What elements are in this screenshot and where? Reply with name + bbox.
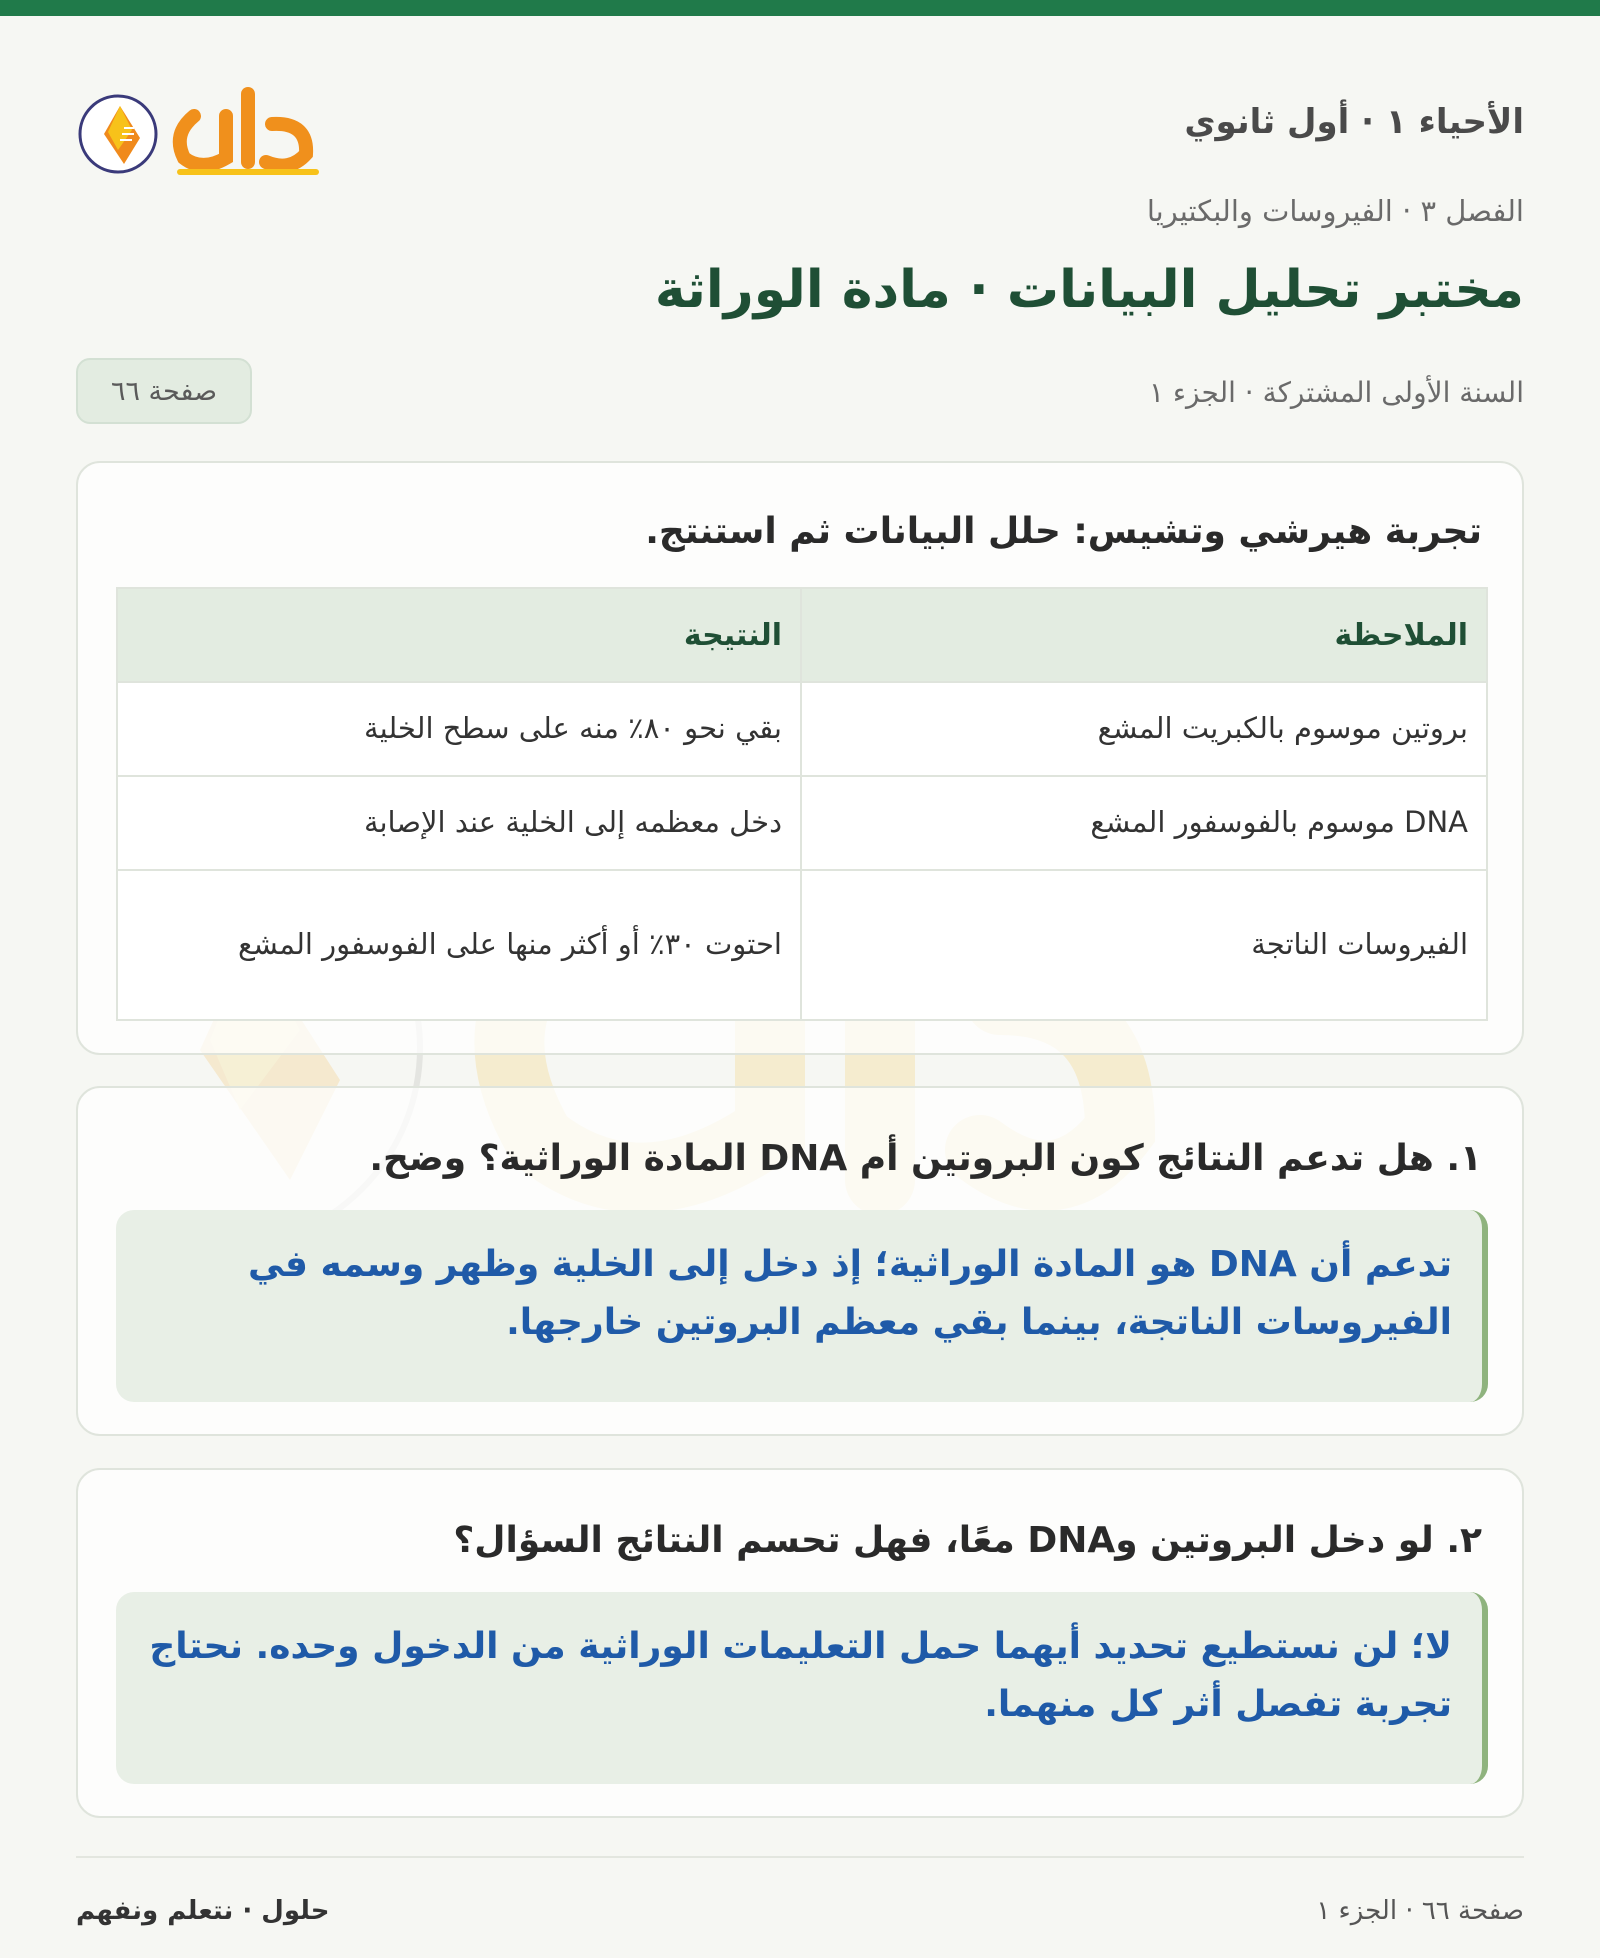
table-cell: احتوت ٣٠٪ أو أكثر منها على الفوسفور المشع [117,870,801,1020]
answer-box [116,1592,1488,1784]
column-header: النتيجة [117,588,801,682]
footer-page-info: صفحة ٦٦ · الجزء ١ [1316,1896,1524,1926]
footer-divider [76,1856,1524,1858]
hulul-logo[interactable] [76,76,336,186]
experiment-heading: تجربة هيرشي وتشيس: حلل البيانات ثم استنتج. [645,511,1482,552]
table-cell: الفيروسات الناتجة [801,870,1487,1020]
table-header-row [117,588,1487,682]
data-table [116,587,1488,1021]
column-header: الملاحظة [801,588,1487,682]
table-row [117,870,1487,1020]
page [76,16,1524,1958]
table-cell: دخل معظمه إلى الخلية عند الإصابة [117,776,801,870]
question-card-2 [76,1468,1524,1818]
experiment-card [76,461,1524,1055]
page-number-badge: صفحة ٦٦ [76,358,252,424]
top-accent-bar [0,0,1600,16]
table-cell: بروتين موسوم بالكبريت المشع [801,682,1487,776]
table-cell: DNA موسوم بالفوسفور المشع [801,776,1487,870]
page-title: مختبر تحليل البيانات · مادة الوراثة [654,260,1524,320]
breadcrumb: الفصل ٣ · الفيروسات والبكتيريا [1146,194,1524,228]
table-cell: بقي نحو ٨٠٪ منه على سطح الخلية [117,682,801,776]
header [76,76,1524,186]
table-row [117,682,1487,776]
footer-brand: حلول · نتعلم ونفهم [76,1896,330,1926]
question-text: ١. هل تدعم النتائج كون البروتين أم DNA المادة الوراثية؟ وضح. [369,1138,1482,1179]
header-title: الأحياء ١ · أول ثانوي [1184,102,1524,142]
meta-line: السنة الأولى المشتركة · الجزء ١ [1148,376,1524,409]
question-text: ٢. لو دخل البروتين وDNA معًا، فهل تحسم النتائج السؤال؟ [453,1520,1482,1561]
answer-box [116,1210,1488,1402]
question-card-1 [76,1086,1524,1436]
table-row [117,776,1487,870]
answer-text: لا؛ لن نستطيع تحديد أيهما حمل التعليمات الوراثية من الدخول وحده. نحتاج تجربة تفصل أثر كل منهما. [149,1626,1452,1725]
answer-text: تدعم أن DNA هو المادة الوراثية؛ إذ دخل إلى الخلية وظهر وسمه في الفيروسات الناتجة، بينما بقي معظم البروتين خارجها. [247,1244,1452,1343]
